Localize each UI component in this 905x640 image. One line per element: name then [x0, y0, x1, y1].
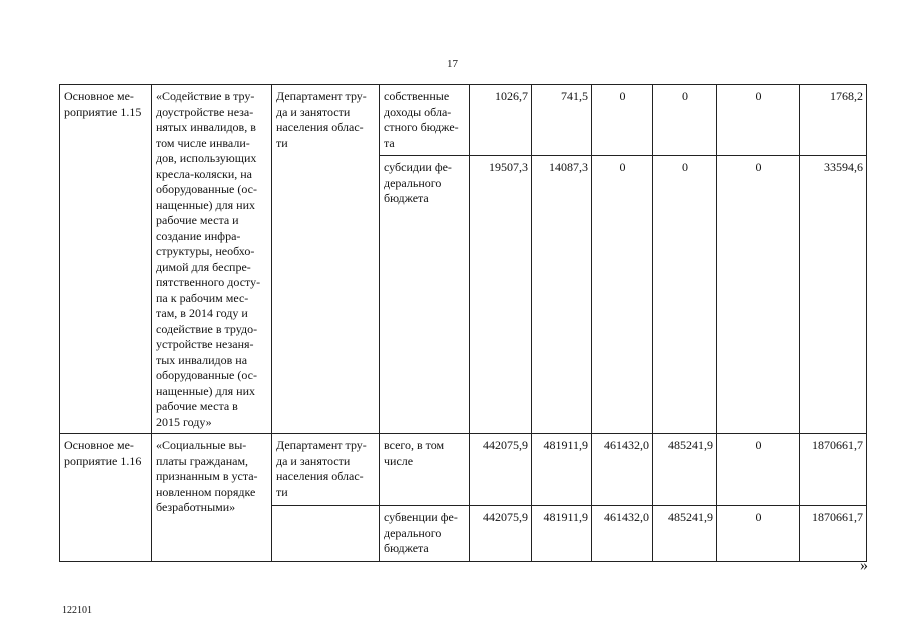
event-name-cell: Основное ме- роприятие 1.15: [60, 85, 152, 434]
value-2016-cell: 461432,0: [592, 434, 653, 506]
document-code: 122101: [62, 605, 92, 616]
page-number: 17: [447, 58, 458, 70]
value-2014-cell: 19507,3: [470, 156, 532, 434]
budget-table: [59, 84, 867, 562]
table-row: [60, 434, 867, 506]
funding-source-cell: субсидии фе- дерального бюджета: [380, 156, 470, 434]
total-cell: 1870661,7: [800, 506, 867, 562]
value-2016-cell: 0: [592, 156, 653, 434]
total-cell: 33594,6: [800, 156, 867, 434]
value-2017-cell: 0: [653, 85, 717, 156]
event-description-cell: «Содействие в тру- доустройстве неза- нятых инвалидов, в том числе инвали- дов, использующих кресла-коляски, на оборудованные (ос- нащенные) для них рабочие места и создание инфра- структуры, необхо- димой для беспре- пятственного досту- па к рабочим мес- там, в 2014 году и содействие в трудо- устройстве незаня- тых инвалидов на оборудованные (ос- нащенные) для них рабочие места в 2015 году»: [152, 85, 272, 434]
empty-executor-cell: [272, 506, 380, 562]
value-2016-cell: 0: [592, 85, 653, 156]
value-2014-cell: 442075,9: [470, 434, 532, 506]
value-2015-cell: 481911,9: [532, 434, 592, 506]
funding-source-cell: субвенции фе- дерального бюджета: [380, 506, 470, 562]
total-cell: 1870661,7: [800, 434, 867, 506]
funding-source-cell: всего, в том числе: [380, 434, 470, 506]
value-2018-cell: 0: [717, 156, 800, 434]
value-2017-cell: 0: [653, 156, 717, 434]
executor-cell: Департамент тру- да и занятости населения облас- ти: [272, 85, 380, 434]
value-2018-cell: 0: [717, 434, 800, 506]
executor-cell: Департамент тру- да и занятости населения облас- ти: [272, 434, 380, 506]
value-2018-cell: 0: [717, 506, 800, 562]
funding-source-cell: собственные доходы обла- стного бюдже- та: [380, 85, 470, 156]
value-2014-cell: 442075,9: [470, 506, 532, 562]
event-name-cell: Основное ме- роприятие 1.16: [60, 434, 152, 562]
value-2015-cell: 741,5: [532, 85, 592, 156]
event-description-cell: «Социальные вы- платы гражданам, признанным в уста- новленном порядке безработными»: [152, 434, 272, 562]
value-2017-cell: 485241,9: [653, 434, 717, 506]
value-2015-cell: 14087,3: [532, 156, 592, 434]
total-cell: 1768,2: [800, 85, 867, 156]
value-2018-cell: 0: [717, 85, 800, 156]
value-2016-cell: 461432,0: [592, 506, 653, 562]
value-2015-cell: 481911,9: [532, 506, 592, 562]
value-2014-cell: 1026,7: [470, 85, 532, 156]
value-2017-cell: 485241,9: [653, 506, 717, 562]
table-row: [60, 85, 867, 156]
continuation-mark: »: [860, 557, 868, 574]
